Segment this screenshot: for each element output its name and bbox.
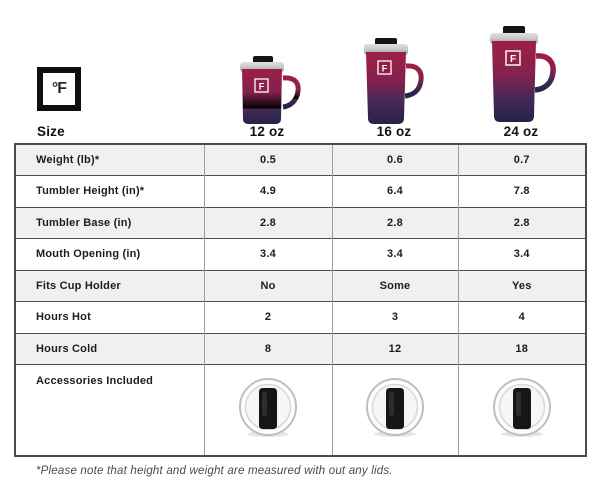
table-row-hours-hot [15,302,586,334]
table-row-height [15,176,586,208]
mug-logo-letter: F [509,54,517,65]
table-cell: 6.4 [332,176,458,208]
table-row-hours-cold [15,333,586,365]
table-cell: 0.7 [458,144,586,176]
spec-comparison-table [14,143,587,457]
table-cell: 2.8 [458,207,586,239]
product-image-12oz [238,56,302,128]
mug-handle [405,66,421,96]
table-cell: 4 [458,302,586,334]
table-row-cup-holder [15,270,586,302]
table-cell: 18 [458,333,586,365]
row-label: Hours Hot [36,311,91,324]
mug-logo-letter: F [258,81,265,92]
table-cell: 3.4 [458,239,586,271]
table-row-base [15,207,586,239]
table-cell: Some [332,270,458,302]
column-header-16oz: 16 oz [376,124,412,139]
table-cell: No [204,270,332,302]
table-cell: 0.6 [332,144,458,176]
mug-handle [283,78,298,107]
mug-logo-letter: F [381,63,388,74]
mug-handle [535,56,553,90]
lid-icon [490,376,554,440]
table-cell [204,365,332,456]
row-label: Tumbler Base (in) [15,207,204,239]
table-cell: 12 [332,333,458,365]
brand-logo-icon [37,67,81,111]
row-label: Accessories Included [36,375,154,387]
table-cell: 2.8 [204,207,332,239]
row-label: Weight (lb)* [15,144,204,176]
table-cell: 3 [332,302,458,334]
table-cell: 2 [204,302,332,334]
table-cell: 0.5 [204,144,332,176]
table-cell: 7.8 [458,176,586,208]
column-header-12oz: 12 oz [249,124,285,139]
footnote: *Please note that height and weight are measured with out any lids. [36,465,393,477]
table-cell [458,365,586,456]
table-cell: 8 [204,333,332,365]
table-row-accessories [15,365,586,456]
table-cell [332,365,458,456]
table-row-mouth [15,239,586,271]
size-header-label: Size [37,124,65,139]
column-header-24oz: 24 oz [503,124,539,139]
row-label: Tumbler Height (in)* [36,185,145,198]
brand-logo-text: °F [51,80,67,97]
mug-body [242,69,282,124]
table-row-weight [15,144,586,176]
table-cell: 4.9 [204,176,332,208]
table-cell: 3.4 [204,239,332,271]
lid-icon [363,376,427,440]
lid-icon [236,376,300,440]
table-cell: Yes [458,270,586,302]
table-cell: 2.8 [332,207,458,239]
row-label: Mouth Opening (in) [36,248,141,261]
product-image-16oz [362,38,432,128]
row-label: Fits Cup Holder [15,270,204,302]
row-label: Hours Cold [15,333,204,365]
product-image-24oz [488,26,564,126]
table-cell: 3.4 [332,239,458,271]
